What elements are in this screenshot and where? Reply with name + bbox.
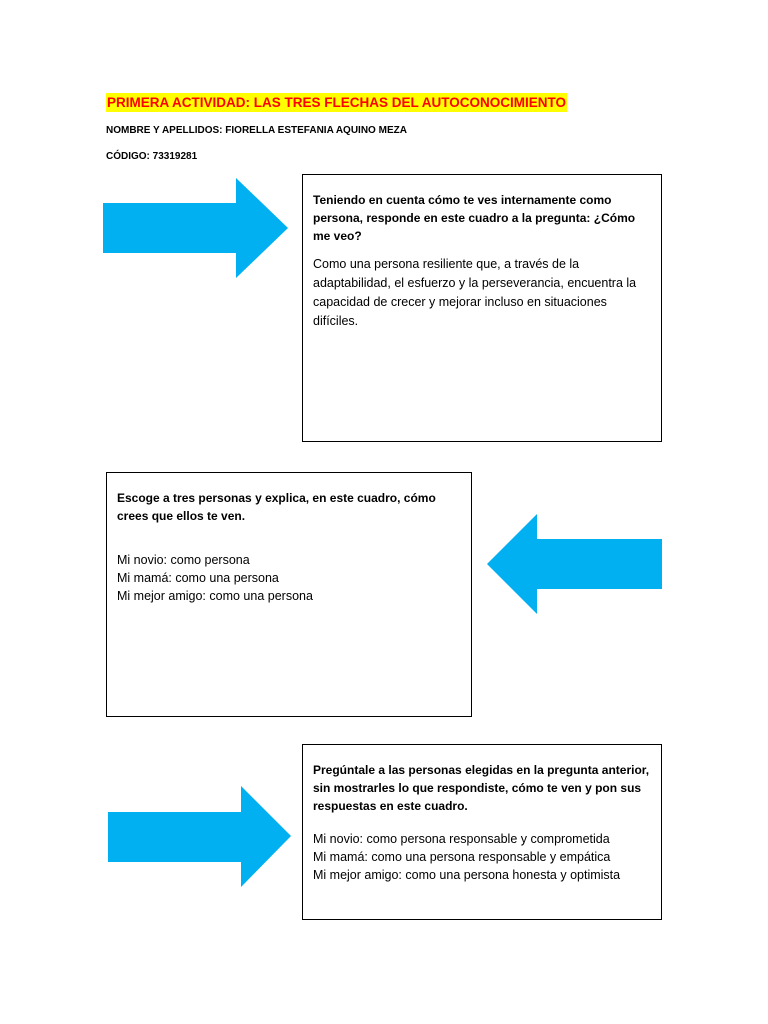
arrow-right-icon xyxy=(103,178,288,278)
arrow-right-icon xyxy=(108,786,291,887)
how-others-see-me-box xyxy=(106,472,472,717)
student-code: CÓDIGO: 73319281 xyxy=(106,151,198,162)
arrow-left-icon xyxy=(487,514,662,614)
box-answer: Como una persona resiliente que, a través de la adaptabilidad, el esfuerzo y la perseverancia, encuentra la capacidad de crecer y mejorar incluso en situaciones difíciles. xyxy=(313,257,637,328)
box-question: Escoge a tres personas y explica, en este cuadro, cómo crees que ellos te ven. xyxy=(117,491,436,523)
how-i-see-myself-box xyxy=(302,174,662,442)
box-answer-line: Mi mamá: como una persona xyxy=(117,571,279,585)
their-answers-box xyxy=(302,744,662,920)
box-question: Pregúntale a las personas elegidas en la pregunta anterior, sin mostrarles lo que respondiste, cómo te ven y pon sus respuestas en este cuadro. xyxy=(313,763,650,813)
box-answer-line: Mi novio: como persona xyxy=(117,553,250,567)
box-question: Teniendo en cuenta cómo te ves internamente como persona, responde en este cuadro a la pregunta: ¿Cómo me veo? xyxy=(313,193,636,243)
activity-title: PRIMERA ACTIVIDAD: LAS TRES FLECHAS DEL AUTOCONOCIMIENTO xyxy=(107,95,567,110)
box-answer-line: Mi mejor amigo: como una persona xyxy=(117,589,313,603)
box-answer-line: Mi mejor amigo: como una persona honesta y optimista xyxy=(313,868,621,882)
box-answer-line: Mi novio: como persona responsable y comprometida xyxy=(313,832,610,846)
student-name: NOMBRE Y APELLIDOS: FIORELLA ESTEFANIA AQUINO MEZA xyxy=(106,125,407,136)
box-answer-line: Mi mamá: como una persona responsable y empática xyxy=(313,850,611,864)
